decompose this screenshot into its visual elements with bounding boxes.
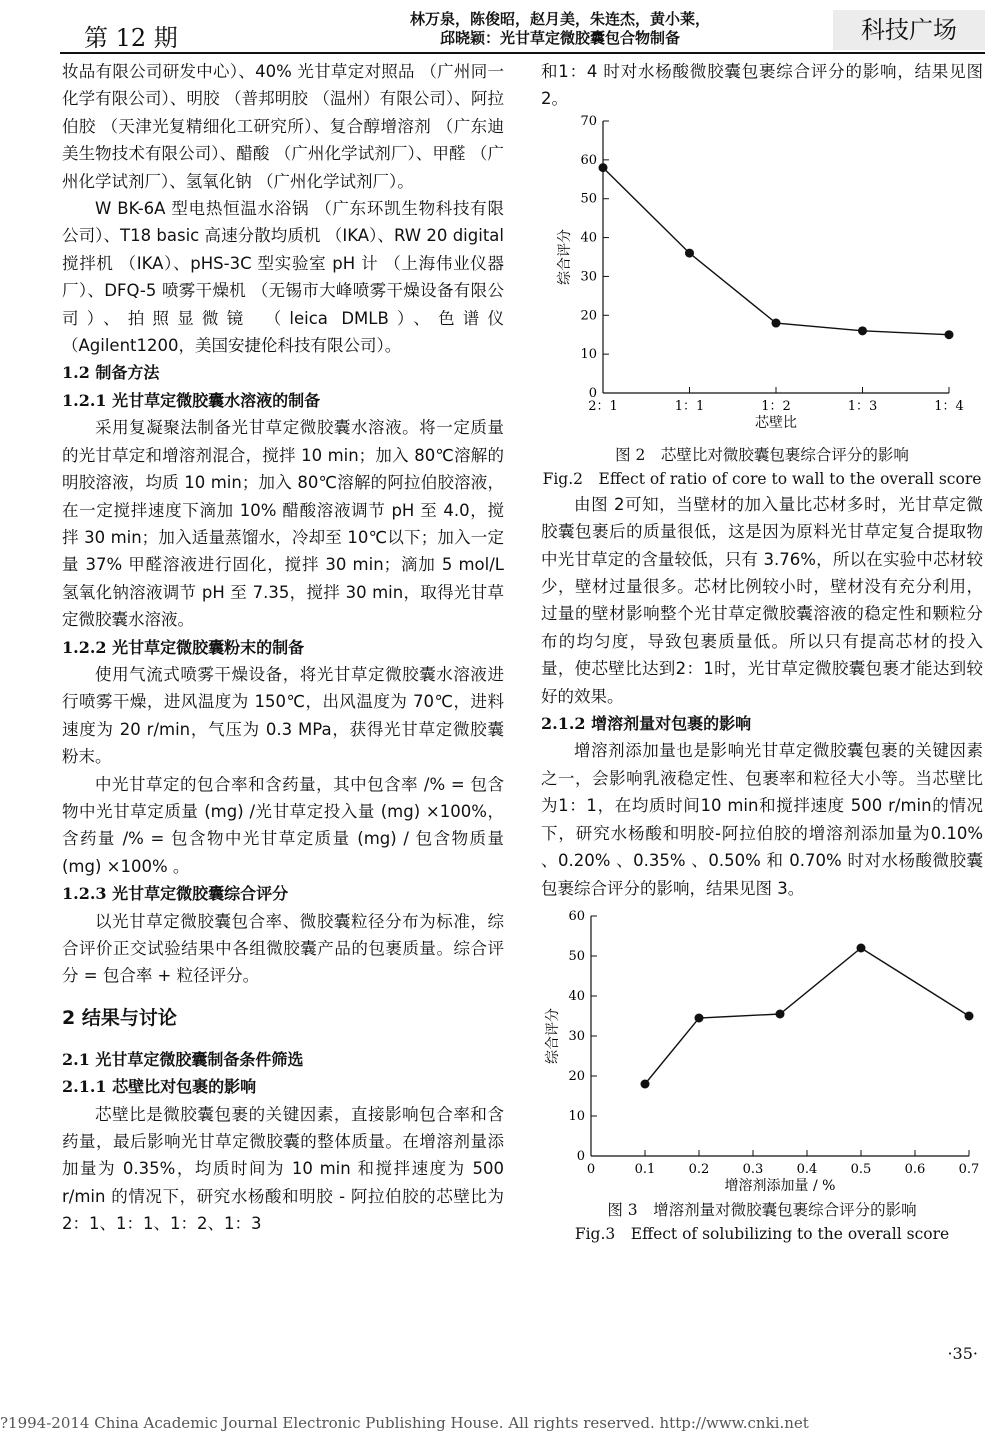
- paragraph: 妆品有限公司研发中心）、40% 光甘草定对照品 （广州同一化学有限公司）、明胶 （普邦明胶 （温州）有限公司）、阿拉伯胶 （天津光复精细化工研究所）、复合醇增溶剂 （广东迪美生物技术有限公司）、醋酸 （广州化学试剂厂）、甲醛 （广州化学试剂厂）、氢氧化钠 （广州化学试剂厂）。: [62, 62, 504, 191]
- subsection-heading: 2.1.1 芯壁比对包裹的影响: [62, 1077, 257, 1097]
- figure-3-chart: [541, 902, 983, 1198]
- data-point: [685, 248, 694, 257]
- data-point: [641, 1079, 650, 1088]
- subsection-heading: 2.1.2 增溶剂量对包裹的影响: [541, 714, 752, 734]
- figure-2-caption-cn: 图 2 芯壁比对微胶囊包裹综合评分的影响: [615, 445, 909, 464]
- figure-2-caption-en: Fig.2 Effect of ratio of core to wall to the overall score: [542, 469, 982, 488]
- authors-line-2: 邱晓颖：光甘草定微胶囊包合物制备: [439, 29, 680, 47]
- x-tick-label: 0.3: [742, 1161, 764, 1177]
- paragraph: 和1：4 时对水杨酸微胶囊包裹综合评分的影响，结果见图 2。: [541, 62, 983, 109]
- section-heading: 1.2 制备方法: [62, 363, 160, 383]
- y-tick-label: 40: [568, 988, 585, 1004]
- y-tick-label: 50: [580, 191, 597, 207]
- y-tick-label: 0: [588, 385, 597, 401]
- x-tick-label: 2：1: [588, 398, 618, 414]
- subsection-heading: 1.2.2 光甘草定微胶囊粉末的制备: [62, 637, 305, 657]
- paragraph: 中光甘草定的包合率和含药量，其中包含率 /% = 包含物中光甘草定质量 (mg) /光甘草定投入量 (mg) ×100%，含药量 /% = 包含物中光甘草定质量 (mg) / 包含物质量 (mg) ×100% 。: [62, 774, 504, 876]
- y-tick-label: 10: [580, 346, 597, 362]
- section-heading: 2 结果与讨论: [62, 1006, 177, 1029]
- y-tick-label: 30: [580, 269, 597, 285]
- series-line: [645, 948, 969, 1084]
- paragraph: 以光甘草定微胶囊包合率、微胶囊粒径分布为标准，综合评价正交试验结果中各组微胶囊产品的包裹质量。综合评分 = 包合率 + 粒径评分。: [62, 911, 504, 986]
- subsection-heading: 1.2.1 光甘草定微胶囊水溶液的制备: [62, 390, 321, 410]
- data-point: [945, 330, 954, 339]
- paragraph: 增溶剂添加量也是影响光甘草定微胶囊包裹的关键因素之一，会影响乳液稳定性、包裹率和粒径大小等。当芯壁比为1：1，在均质时间10 min和搅拌速度 500 r/min的情况下，研究水杨酸和明胶-阿拉伯胶的增溶剂添加量为0.10% 、0.20% 、0.35% 、0.50% 和 0.70% 时对水杨酸微胶囊包裹综合评分的影响，结果见图 3。: [541, 741, 983, 898]
- right-column: [541, 58, 983, 1246]
- y-axis-label: 综合评分: [545, 1007, 561, 1064]
- x-tick-label: 0.4: [796, 1161, 818, 1177]
- y-axis-label: 综合评分: [557, 228, 573, 285]
- x-axis-label: 芯壁比: [755, 414, 797, 431]
- y-tick-label: 70: [580, 113, 597, 129]
- left-column: [62, 58, 504, 1238]
- y-tick-label: 10: [568, 1108, 585, 1124]
- data-point: [599, 163, 608, 172]
- series-line: [603, 167, 949, 334]
- x-tick-label: 0.2: [688, 1161, 710, 1177]
- page-header: [60, 6, 985, 54]
- y-tick-label: 0: [576, 1148, 585, 1164]
- x-tick-label: 1：2: [761, 398, 791, 414]
- data-point: [857, 943, 866, 952]
- authors-line-1: 林万泉，陈俊昭，赵月美，朱连杰，黄小莱，: [409, 10, 710, 28]
- data-point: [772, 318, 781, 327]
- y-tick-label: 50: [568, 948, 585, 964]
- figure-2-chart: [541, 113, 983, 443]
- x-tick-label: 0: [586, 1161, 596, 1177]
- y-tick-label: 60: [580, 152, 597, 168]
- copyright-footer: ?1994-2014 China Academic Journal Electronic Publishing House. All rights reserved. http://www.cnki.net: [0, 1414, 809, 1432]
- figure-3-caption-cn: 图 3 增溶剂量对微胶囊包裹综合评分的影响: [607, 1200, 917, 1219]
- data-point: [965, 1011, 974, 1020]
- data-point: [695, 1013, 704, 1022]
- paragraph: 采用复凝聚法制备光甘草定微胶囊水溶液。将一定质量的光甘草定和增溶剂混合，搅拌 10 min；加入 80℃溶解的明胶溶液，均质 10 min；加入 80℃溶解的阿拉伯胶溶液，在一定搅拌速度下滴加 10% 醋酸溶液调节 pH 至 4.0，搅拌 30 min；加入适量蒸馏水，冷却至 10℃以下；加入一定量 37% 甲醛溶液进行固化，搅拌 30 min；滴加 5 mol/L 氢氧化钠溶液调节 pH 至 7.35，搅拌 30 min，取得光甘草定微胶囊水溶液。: [62, 418, 504, 630]
- data-point: [858, 326, 867, 335]
- paragraph: 芯壁比是微胶囊包裹的关键因素，直接影响包合率和含药量，最后影响光甘草定微胶囊的整体质量。在增溶剂量添加量为 0.35%，均质时间为 10 min 和搅拌速度为 500 r/min 的情况下，研究水杨酸和明胶 - 阿拉伯胶的芯壁比为2：1、1：1、1：2、1：3: [62, 1104, 504, 1234]
- x-tick-label: 0.1: [634, 1161, 656, 1177]
- x-tick-label: 0.5: [850, 1161, 872, 1177]
- y-tick-label: 20: [568, 1068, 585, 1084]
- x-tick-label: 1：3: [847, 398, 878, 414]
- section-heading: 2.1 光甘草定微胶囊制备条件筛选: [62, 1049, 304, 1069]
- x-axis-label: 增溶剂添加量 / %: [724, 1177, 836, 1194]
- y-tick-label: 40: [580, 230, 597, 246]
- paragraph: W BK-6A 型电热恒温水浴锅 （广东环凯生物科技有限公司）、T18 basic 高速分散均质机 （IKA）、RW 20 digital 搅拌机 （IKA）、pHS-3C 型实验室 pH 计 （上海伟业仪器厂）、DFQ-5 喷雾干燥机 （无锡市大峰喷雾干燥设备有限公司）、拍照显微镜 （leica DMLB）、色谱仪 （Agilent1200，美国安捷伦科技有限公司）。: [62, 199, 504, 356]
- page-number: ·35·: [947, 1344, 978, 1363]
- paragraph: 使用气流式喷雾干燥设备，将光甘草定微胶囊水溶液进行喷雾干燥，进风温度为 150℃，出风温度为 70℃，进料速度为 20 r/min，气压为 0.3 MPa，获得光甘草定微胶囊粉末。: [62, 664, 504, 767]
- y-tick-label: 20: [580, 308, 597, 324]
- x-tick-label: 0.7: [958, 1161, 980, 1177]
- section-tag: 科技广场: [833, 10, 985, 50]
- x-tick-label: 0.6: [904, 1161, 926, 1177]
- y-tick-label: 60: [568, 908, 585, 924]
- paragraph: 由图 2可知，当壁材的加入量比芯材多时，光甘草定微胶囊包裹后的质量很低，这是因为原料光甘草定复合提取物中光甘草定的含量较低，只有 3.76%，所以在实验中芯材较少，壁材过量很多。芯材比例较小时，壁材没有充分利用，过量的壁材影响整个光甘草定微胶囊溶液的稳定性和颗粒分布的均匀度，导致包裹质量低。所以只有提高芯材的投入量，使芯壁比达到2：1时，光甘草定微胶囊包裹才能达到较好的效果。: [541, 494, 983, 706]
- issue-number: 第 12 期: [84, 24, 178, 52]
- data-point: [776, 1009, 785, 1018]
- running-head-authors: [350, 10, 770, 48]
- subsection-heading: 1.2.3 光甘草定微胶囊综合评分: [62, 884, 289, 904]
- x-tick-label: 1：1: [674, 398, 705, 414]
- figure-3-caption-en: Fig.3 Effect of solubilizing to the overall score: [574, 1224, 950, 1243]
- y-tick-label: 30: [568, 1028, 585, 1044]
- x-tick-label: 1：4: [934, 398, 964, 414]
